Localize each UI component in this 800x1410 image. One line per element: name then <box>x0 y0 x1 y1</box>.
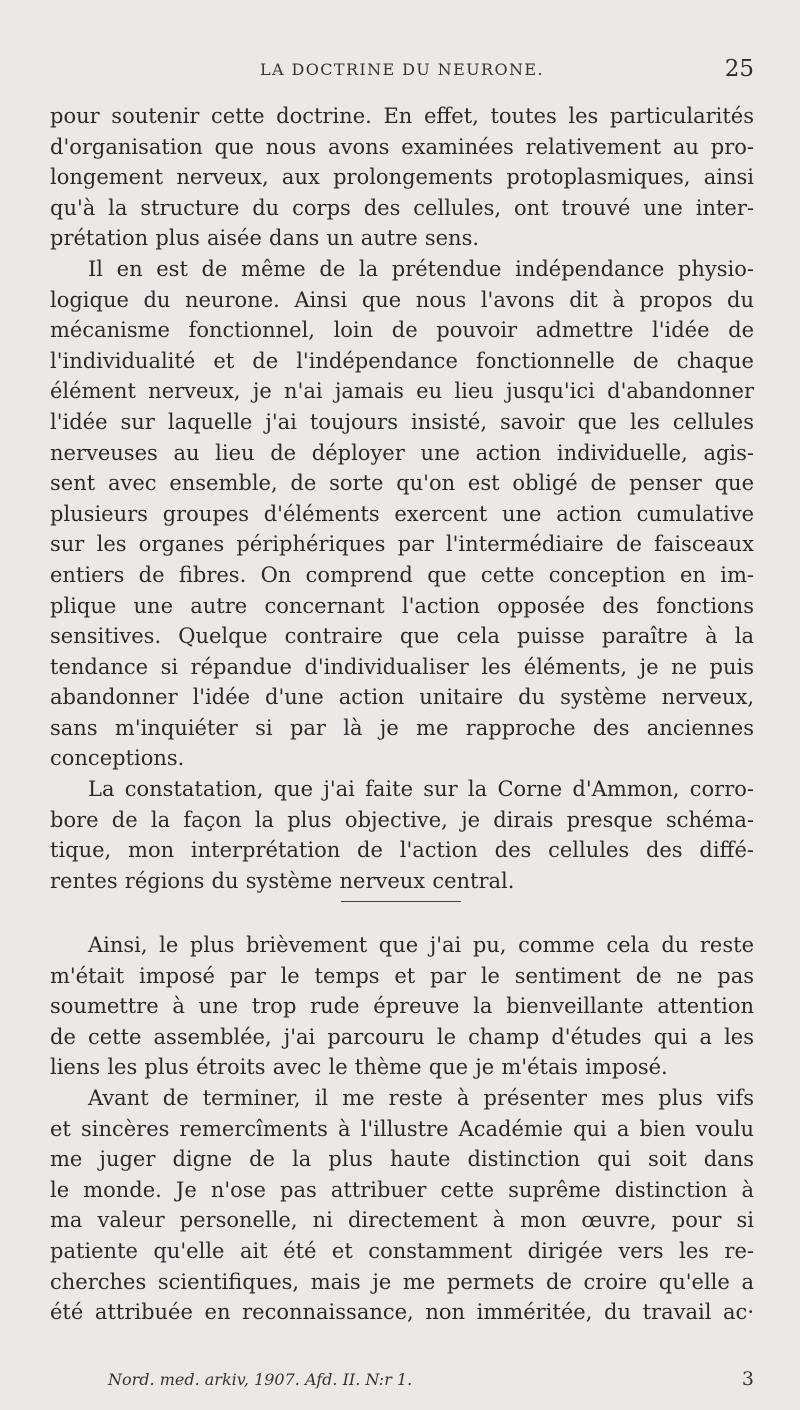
text-line: mécanisme fonctionnel, loin de pouvoir admettre l'idée de <box>50 318 754 343</box>
text-line: l'idée sur laquelle j'ai toujours insisté, savoir que les cellules <box>50 409 754 434</box>
section-divider <box>341 901 461 902</box>
text-line: prétation plus aisée dans un autre sens. <box>50 226 480 251</box>
text-line: tendance si répandue d'individualiser les éléments, je ne puis <box>50 654 754 679</box>
body-text-section-1 <box>50 101 754 896</box>
text-line: cherches scientifiques, mais je me permets de croire qu'elle a <box>50 1269 754 1294</box>
page-number: 25 <box>724 56 754 82</box>
text-line: rentes régions du système nerveux central. <box>50 868 515 893</box>
text-line: longement nerveux, aux prolongements protoplasmiques, ainsi <box>50 165 754 190</box>
text-line: d'organisation que nous avons examinées relativement au pro- <box>50 134 754 159</box>
text-line: bore de la façon la plus objective, je dirais presque schéma- <box>50 807 754 832</box>
text-line: sent avec ensemble, de sorte qu'on est obligé de penser que <box>50 471 754 496</box>
body-text-section-2 <box>50 930 754 1328</box>
signature-mark: 3 <box>741 1368 754 1390</box>
text-line: ma valeur personelle, ni directement à mon œuvre, pour si <box>50 1208 754 1233</box>
text-line: soumettre à une trop rude épreuve la bienveillante attention <box>50 994 754 1019</box>
text-line: et sincères remercîments à l'illustre Académie qui a bien voulu <box>50 1116 754 1141</box>
text-line: de cette assemblée, j'ai parcouru le champ d'études qui a les <box>50 1024 754 1049</box>
text-line: plique une autre concernant l'action opposée des fonctions <box>50 593 754 618</box>
text-line: m'était imposé par le temps et par le sentiment de ne pas <box>50 963 754 988</box>
text-line: tique, mon interprétation de l'action des cellules des diffé- <box>50 838 754 863</box>
journal-citation: Nord. med. arkiv, 1907. Afd. II. N:r 1. <box>108 1370 413 1389</box>
text-line: abandonner l'idée d'une action unitaire du système nerveux, <box>50 685 754 710</box>
text-line: Avant de terminer, il me reste à présenter mes plus vifs <box>88 1085 754 1110</box>
text-line: patiente qu'elle ait été et constamment dirigée vers les re- <box>50 1238 754 1263</box>
text-line: Il en est de même de la prétendue indépendance physio- <box>88 256 754 281</box>
text-line: me juger digne de la plus haute distinction qui soit dans <box>50 1147 754 1172</box>
text-line: logique du neurone. Ainsi que nous l'avons dit à propos du <box>50 287 754 312</box>
text-line: plusieurs groupes d'éléments exercent une action cumulative <box>50 501 754 526</box>
text-line: conceptions. <box>50 746 185 771</box>
text-line: nerveuses au lieu de déployer une action individuelle, agis- <box>50 440 754 465</box>
text-line: pour soutenir cette doctrine. En effet, toutes les particularités <box>50 104 754 128</box>
text-line: Ainsi, le plus brièvement que j'ai pu, comme cela du reste <box>88 933 754 957</box>
text-line: sans m'inquiéter si par là je me rapproche des anciennes <box>50 715 754 740</box>
text-line: sensitives. Quelque contraire que cela puisse paraître à la <box>50 624 754 649</box>
text-line: La constatation, que j'ai faite sur la Corne d'Ammon, corro- <box>88 777 754 802</box>
text-line: liens les plus étroits avec le thème que je m'étais imposé. <box>50 1055 668 1080</box>
running-header <box>50 58 754 88</box>
running-title: LA DOCTRINE DU NEURONE. <box>260 60 544 79</box>
text-line: le monde. Je n'ose pas attribuer cette suprême distinction à <box>50 1177 754 1202</box>
page-footer <box>108 1370 754 1394</box>
text-line: entiers de fibres. On comprend que cette conception en im- <box>50 562 754 587</box>
text-line: l'individualité et de l'indépendance fonctionnelle de chaque <box>50 348 754 373</box>
text-line: sur les organes périphériques par l'intermédiaire de faisceaux <box>50 532 754 557</box>
text-line: élément nerveux, je n'ai jamais eu lieu jusqu'ici d'abandonner <box>50 379 754 404</box>
text-line: qu'à la structure du corps des cellules, ont trouvé une inter- <box>50 195 754 220</box>
text-line: été attribuée en reconnaissance, non imméritée, du travail ac· <box>50 1300 754 1325</box>
